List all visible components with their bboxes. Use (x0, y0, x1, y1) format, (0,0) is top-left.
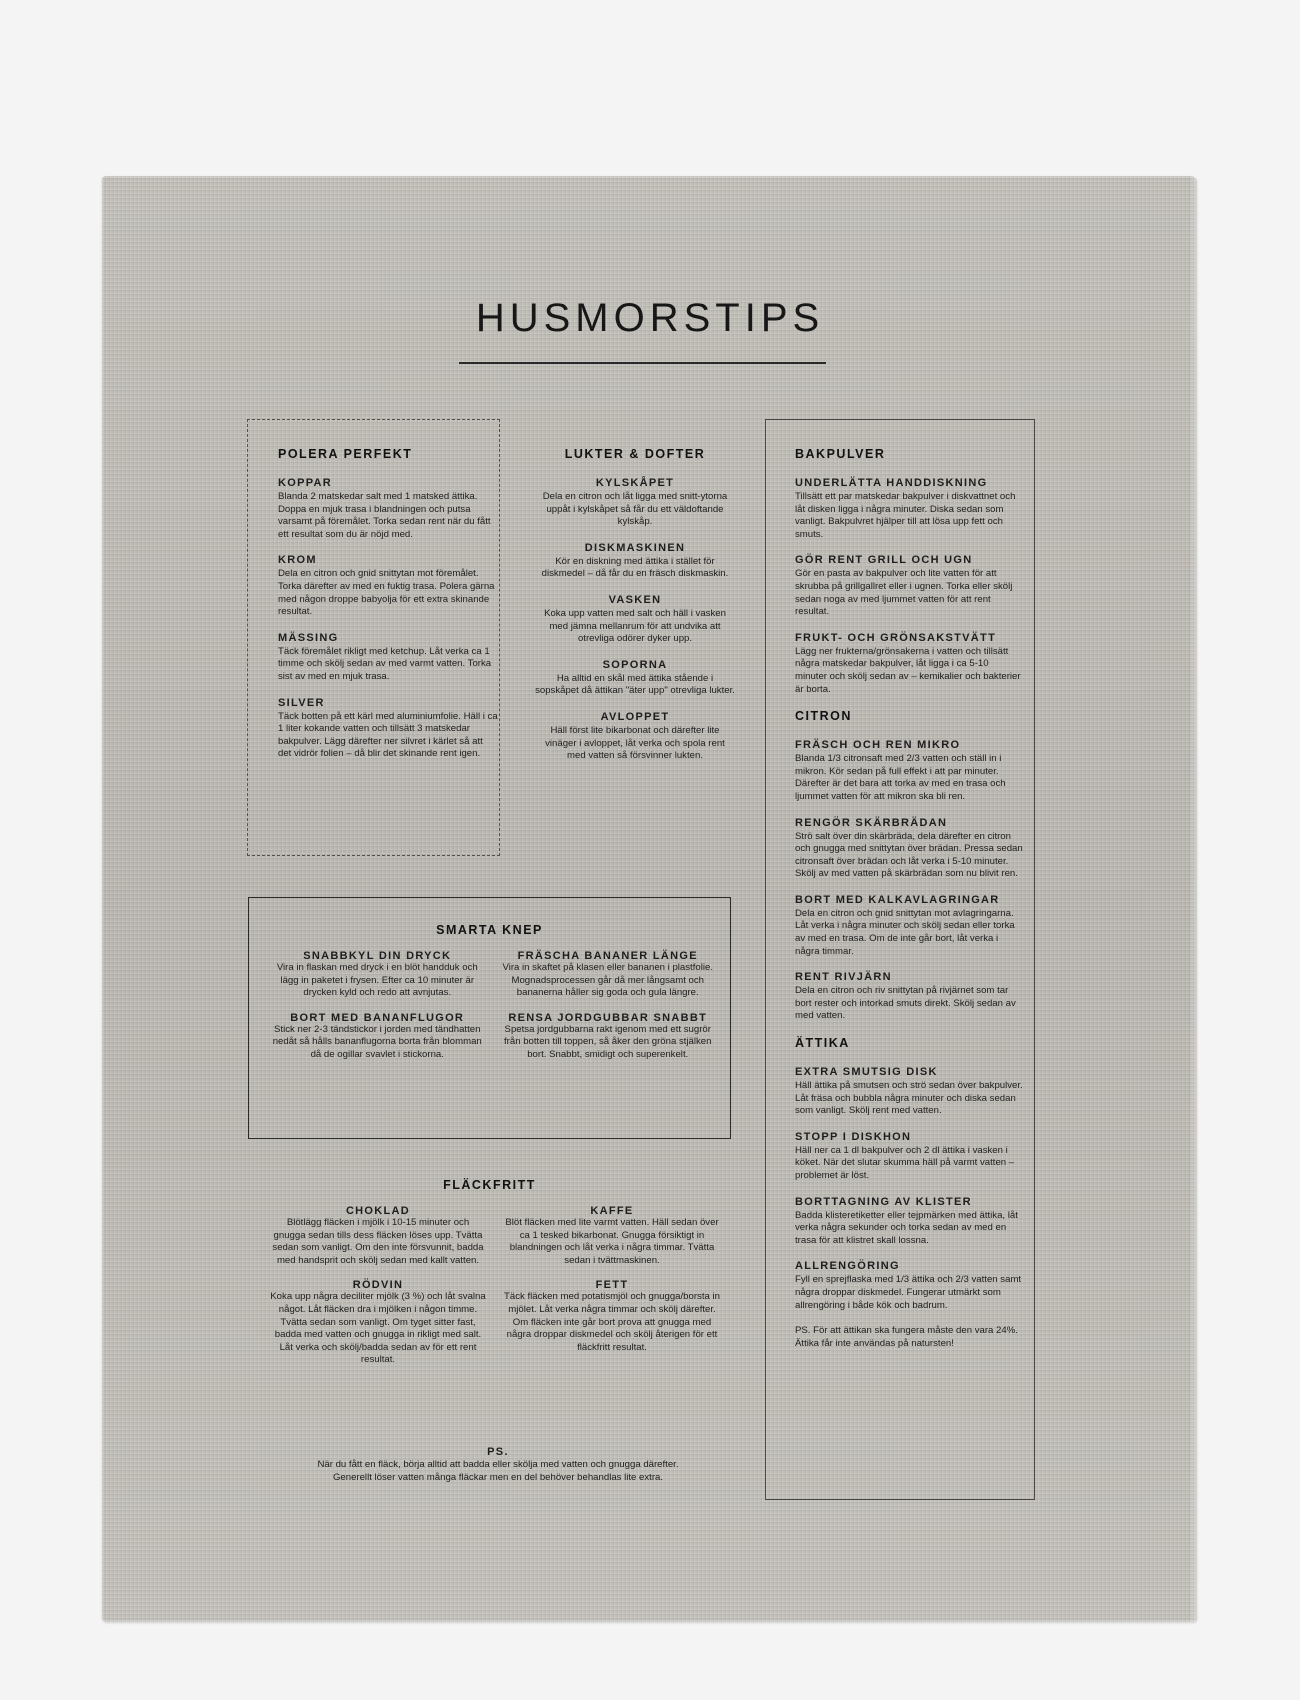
tip-heading: AVLOPPET (600, 710, 670, 723)
tip-silver (278, 697, 498, 761)
ps-line: När du fått en fläck, börja alltid att badda eller skölja med vatten och gnugga därefter. (317, 1459, 679, 1470)
tip-heading: KOPPAR (278, 477, 333, 489)
section-title: CITRON (795, 709, 852, 724)
tip-massing (278, 632, 498, 684)
tip-koppar (278, 477, 498, 541)
tip-text: Blanda 1/3 citronsaft med 2/3 vatten och ställ in i mikron. Kör sedan på full effekt i att par minuter. Därefter är det bara att torka av med en trasa och ljummet vatten för att mikron ska bli ren. (795, 753, 1006, 802)
tip-item (795, 1131, 1023, 1183)
tip-heading: FRÄSCH OCH REN MIKRO (795, 739, 961, 752)
tip-item (501, 1012, 716, 1062)
tip-soporna (535, 659, 735, 698)
section-title: LUKTER & DOFTER (564, 447, 706, 461)
tip-item (795, 971, 1023, 1023)
tip-text: Strö salt över din skärbräda, dela därefter en citron och gnugga med snittytan över brädan. Pressa sedan citronsaft över brädan och låt verka i 5-10 minuter. Skölj av med vatten på skärbrädan som nu blivit ren. (795, 830, 1023, 880)
tip-text: Dela en citron och låt ligga med snitt-ytorna uppåt i kylskåpet så får du ett väldoftande kylskåp. (542, 491, 728, 528)
tip-heading: SILVER (278, 696, 325, 709)
tip-item (270, 1279, 486, 1367)
tip-heading: GÖR RENT GRILL OCH UGN (795, 554, 973, 567)
tip-text: Fyll en sprejflaska med 1/3 ättika och 2/3 vatten samt några droppar diskmedel. Fungerar utmärkt som allrengöring i både kök och badrum. (795, 1274, 1022, 1311)
tip-item (795, 739, 1023, 803)
tip-text: Blöt fläcken med lite varmt vatten. Häll sedan över ca 1 tesked bikarbonat. Gnugga försiktigt in blandningen och låt verka i några timmar. Tvätta sedan i tvättmaskinen. (505, 1217, 719, 1266)
tip-heading: RENGÖR SKÄRBRÄDAN (795, 816, 948, 829)
tip-item (795, 632, 1023, 696)
tip-heading: VASKEN (608, 593, 662, 606)
tip-heading: FRUKT- OCH GRÖNSAKSTVÄTT (795, 631, 997, 644)
tip-item (270, 950, 485, 1000)
tip-heading: CHOKLAD (345, 1205, 411, 1217)
title-underline (459, 362, 826, 364)
tip-heading: MÄSSING (278, 631, 339, 644)
tip-avloppet (535, 711, 735, 763)
tip-heading: SNABBKYL DIN DRYCK (303, 950, 452, 962)
group-bakpulver (795, 447, 1023, 696)
tip-text: Koka upp vatten med salt och häll i vasken med jämna mellanrum för att undvika att otrevliga odörer dyker upp. (544, 607, 726, 645)
ps-line: Generellt löser vatten många fläckar men en del behöver behandlas lite extra. (332, 1471, 664, 1483)
tip-item (795, 477, 1023, 541)
section-flackfritt (270, 1205, 720, 1367)
section-polera-perfekt (278, 447, 498, 774)
tip-heading: KROM (278, 554, 317, 567)
tip-text: Blanda 2 matskedar salt med 1 matsked ättika. Doppa en mjuk trasa i blandningen och putsa varsamt på föremålet. Torka sedan rent när du fått ett resultat som du är nöjd med. (278, 491, 491, 540)
tip-heading: DISKMASKINEN (584, 541, 686, 554)
tip-text: Häll först lite bikarbonat och därefter lite vinäger i avloppet, låt verka och spola rent med vatten så försvinner lukten. (545, 724, 725, 762)
tip-heading: RENT RIVJÄRN (795, 971, 892, 984)
tip-item (270, 1012, 485, 1062)
tip-text: Blötlägg fläcken i mjölk i 10-15 minuter och gnugga sedan tills dess fläcken löses upp. Tvätta sedan som vanligt. Om den inte försvunnit, badda med handsprit och skölj sedan med kallt vatten. (272, 1217, 484, 1266)
tip-kylskapet (535, 477, 735, 529)
tip-text: Täck fläcken med potatismjöl och gnugga/borsta in mjölet. Låt verka några timmar och skölj därefter. Om fläcken inte går bort prova att gnugga med några droppar diskmedel och skölj återigen för ett fläckfritt resultat. (504, 1291, 720, 1353)
ps-heading: PS. (487, 1446, 509, 1458)
tip-text: Häll ner ca 1 dl bakpulver och 2 dl ättika i vasken i köket. När det slutar skumma häll på varmt vatten – problemet är löst. (795, 1144, 1015, 1181)
tip-item (795, 554, 1023, 618)
tip-vasken (535, 594, 735, 646)
tip-heading: UNDERLÄTTA HANDDISKNING (795, 477, 988, 489)
page-title: HUSMORSTIPS (475, 296, 825, 340)
tip-heading: FETT (595, 1279, 629, 1292)
group-citron (795, 709, 1023, 1023)
tip-text: Lägg ner frukterna/grönsakerna i vatten och tillsätt några matskedar bakpulver, låt ligga i ca 5-10 minuter och skölj sedan av – kemikalier och bakterier är borta. (795, 645, 1021, 695)
tip-item (270, 1205, 486, 1267)
tip-text: Koka upp några deciliter mjölk (3 %) och låt svalna något. Låt fläcken dra i mjölken i någon timme. Tvätta sedan som vanligt. Om tyget sitter fast, badda med vatten och gnugga in rikligt med salt. Låt verka och skölj/badda sedan av för ett rent resultat. (270, 1291, 486, 1366)
section-lukter-dofter (535, 447, 735, 776)
tip-diskmaskinen (535, 542, 735, 581)
tip-text: Häll ättika på smutsen och strö sedan över bakpulver. Låt fräsa och bubbla några minuter och diska sedan som vanligt. Skölj rent med vatten. (795, 1080, 1023, 1117)
tip-text: Stick ner 2-3 tändstickor i jorden med tändhatten nedåt så hålls bananflugorna borta från blomman då de ogillar svavlet i stickorna. (272, 1023, 482, 1060)
attika-note: PS. För att ättikan ska fungera måste den vara 24%. Ättika får inte användas på natursten! (795, 1325, 1018, 1349)
tip-text: Spetsa jordgubbarna rakt igenom med ett sugrör från botten till toppen, så åker den gröna stjälken bort. Snabbt, smidigt och superenkelt. (504, 1023, 712, 1060)
tip-text: Gör en pasta av bakpulver och lite vatten för att skrubba på grillgallret eller i ugnen. Torka eller skölj sedan noga av med ljummet vatten för att rent resultat. (795, 568, 1013, 618)
tip-text: Ha alltid en skål med ättika stående i sopskåpet då ättikan "äter upp" otrevliga lukter. (535, 672, 735, 697)
tip-item (795, 1066, 1023, 1118)
section-right-column (795, 447, 1023, 1358)
tip-item (504, 1205, 720, 1267)
tip-text: Dela en citron och riv snittytan på rivjärnet som tar bort rester och intorkad smuts direkt. Skölj sedan av med vatten. (795, 985, 1016, 1022)
section-smarta-knep (270, 950, 715, 1062)
tip-heading: BORT MED KALKAVLAGRINGAR (795, 893, 1000, 906)
tip-text: Vira in flaskan med dryck i en blöt handduk och lägg in paketet i frysen. Efter ca 10 minuter är drycken kyld och redo att avnjutas. (276, 962, 478, 999)
tip-heading: EXTRA SMUTSIG DISK (795, 1066, 938, 1079)
tip-heading: ALLRENGÖRING (795, 1260, 900, 1273)
tip-heading: SOPORNA (602, 658, 668, 671)
section-title: POLERA PERFEKT (278, 447, 413, 461)
tip-krom (278, 554, 498, 618)
tip-heading: STOPP I DISKHON (795, 1130, 912, 1143)
tip-text: Badda klisteretiketter eller tejpmärken med ättika, låt verka några sekunder och torka sedan av med en trasa för att klistret skall lossna. (795, 1209, 1018, 1246)
section-title: ÄTTIKA (795, 1036, 850, 1051)
tip-item (504, 1279, 720, 1367)
tip-text: Dela en citron och gnid snittytan mot föremålet. Torka därefter av med en fuktig trasa. Polera gärna med någon droppe babyolja för ett extra skinande resultat. (278, 568, 495, 618)
tip-item (795, 894, 1023, 958)
tip-heading: BORT MED BANANFLUGOR (290, 1011, 465, 1024)
tip-text: Vira in skaftet på klasen eller bananen i plastfolie. Mognadsprocessen går då mer långsamt och bananerna håller sig goda och gula längre. (502, 962, 713, 999)
tip-text: Täck föremålet rikligt med ketchup. Låt verka ca 1 timme och skölj sedan av med varmt vatten. Torka sist av med en mjuk trasa. (278, 645, 492, 682)
tip-text: Tillsätt ett par matskedar bakpulver i diskvattnet och låt disken ligga i några minuter. Diska sedan som vanligt. Bakpulvret hjälper till att lösa upp fett och smuts. (795, 491, 1016, 540)
tip-text: Kör en diskning med ättika i stället för diskmedel – då får du en fräsch diskmaskin. (541, 555, 729, 580)
tip-item (795, 1196, 1023, 1248)
tip-heading: RENSA JORDGUBBAR SNABBT (508, 1011, 708, 1024)
tip-item (501, 950, 716, 1000)
tip-item (795, 817, 1023, 881)
section-title-smarta-knep: SMARTA KNEP (436, 923, 543, 937)
section-title-flackfritt: FLÄCKFRITT (443, 1178, 536, 1192)
section-title: BAKPULVER (795, 447, 886, 461)
tip-item (795, 1260, 1023, 1312)
group-attika (795, 1036, 1023, 1350)
tip-heading: FRÄSCHA BANANER LÄNGE (517, 950, 698, 962)
towel-hem (1191, 176, 1197, 1622)
tip-heading: KAFFE (590, 1205, 634, 1217)
tip-text: Dela en citron och gnid snittytan mot avlagringarna. Låt verka i några minuter och skölj sedan eller torka av med en trasa. Om de inte går bort, låt verka i några timmar. (795, 907, 1015, 957)
ps-note (248, 1446, 748, 1484)
tip-text: Täck botten på ett kärl med aluminiumfolie. Häll i ca 1 liter kokande vatten och tillsätt 3 matskedar bakpulver. Lägg därefter ner silvret i kärlet så att det vidrör folien – då blir det skinande rent igen. (278, 710, 498, 760)
tip-heading: BORTTAGNING AV KLISTER (795, 1195, 972, 1208)
tip-heading: RÖDVIN (352, 1279, 404, 1292)
tip-heading: KYLSKÅPET (595, 477, 675, 489)
